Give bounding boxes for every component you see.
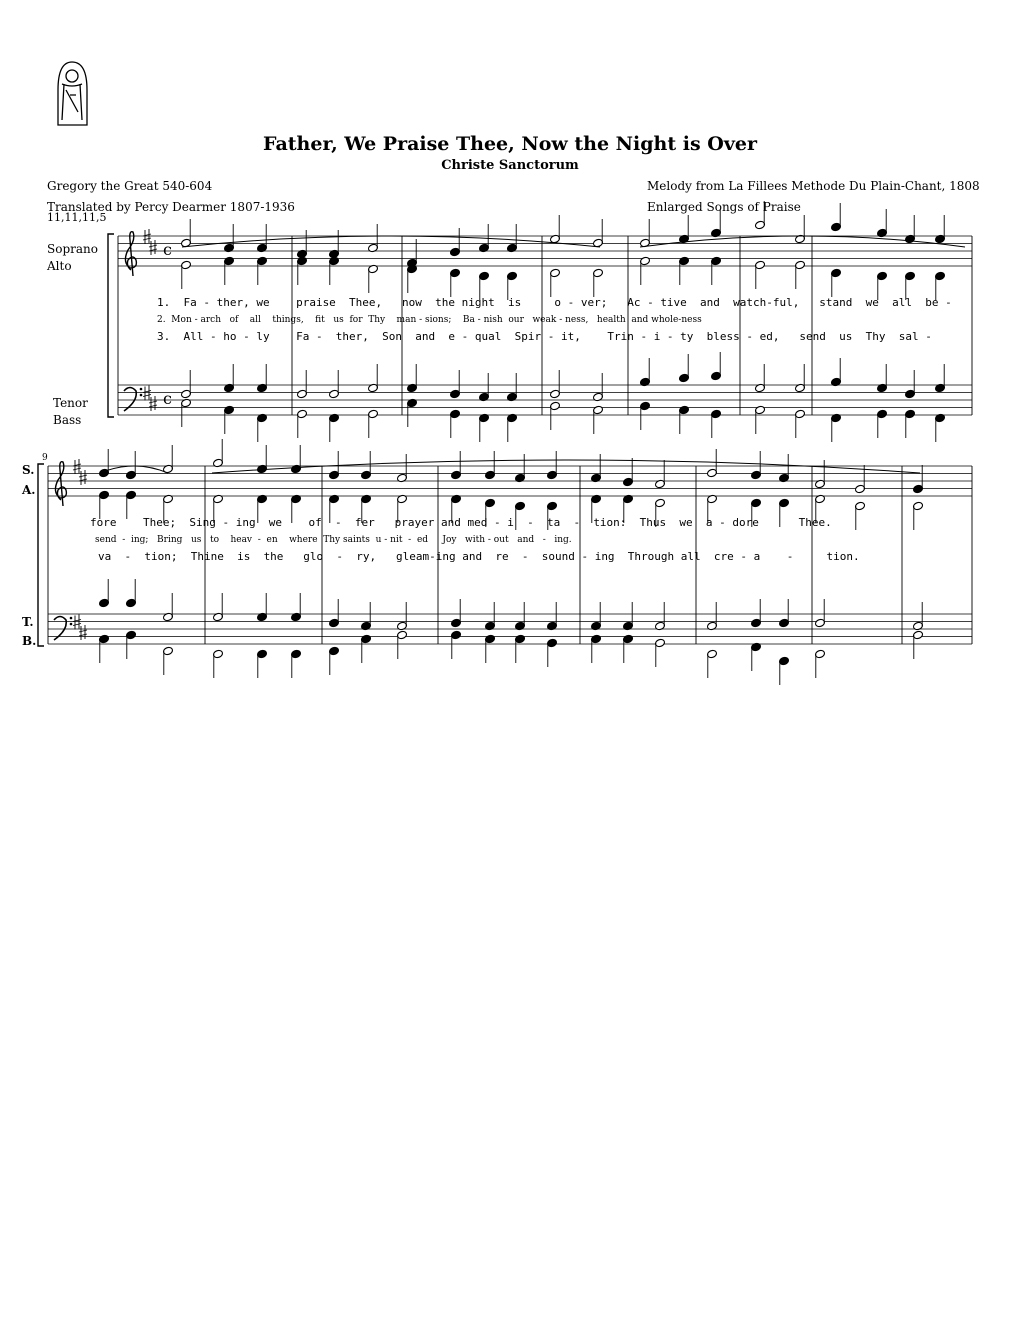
lyrics-verse-1-line-2: fore Thee; Sing - ing we of - fer prayer and med - i - ta - tion: Thus we a - dore Thee. bbox=[90, 516, 832, 529]
melody-source: Melody from La Fillees Methode Du Plain-Chant, 1808 bbox=[647, 179, 980, 193]
label-alto: Alto bbox=[47, 259, 72, 273]
sharp-sign bbox=[73, 615, 81, 630]
collection-name: Enlarged Songs of Praise bbox=[647, 200, 801, 214]
phrase-slur bbox=[212, 460, 920, 473]
common-time-sign: c bbox=[163, 389, 172, 408]
author-credit: Gregory the Great 540-604 bbox=[47, 179, 213, 193]
label-soprano: Soprano bbox=[47, 242, 98, 256]
label-t: T. bbox=[22, 615, 34, 629]
common-time-sign: c bbox=[163, 240, 172, 259]
label-b: B. bbox=[22, 634, 37, 648]
sharp-sign bbox=[143, 229, 151, 244]
page-title: Father, We Praise Thee, Now the Night is Over bbox=[263, 133, 757, 155]
bass-clef-dot bbox=[140, 388, 143, 391]
bass-clef-dot bbox=[70, 623, 73, 626]
system-bracket bbox=[38, 464, 44, 646]
sharp-sign bbox=[73, 459, 81, 474]
lyrics-verse-1-line-1: 1. Fa - ther, we praise Thee, now the night is o - ver; Ac - tive and watch-ful, stand we all be - bbox=[157, 296, 952, 309]
phrase-slur bbox=[182, 236, 600, 247]
sharp-sign bbox=[149, 240, 157, 255]
translator-credit: Translated by Percy Dearmer 1807-1936 bbox=[47, 200, 295, 214]
bass-clef-dot bbox=[70, 617, 73, 620]
sharp-sign bbox=[149, 396, 157, 411]
lyrics-verse-2-line-1: 2. Mon - arch of all things, fit us for Thy man - sions; Ba - nish our weak - ness, health and whole-ness bbox=[157, 315, 702, 325]
bass-clef-dot bbox=[140, 394, 143, 397]
treble-clef-icon bbox=[125, 232, 136, 276]
treble-clef-icon bbox=[55, 462, 66, 506]
label-bass: Bass bbox=[53, 413, 82, 427]
measure-number: 9 bbox=[42, 453, 48, 463]
meter: 11,11,11,5 bbox=[47, 211, 107, 224]
label-s: S. bbox=[22, 463, 35, 477]
label-tenor: Tenor bbox=[53, 396, 88, 410]
tune-name: Christe Sanctorum bbox=[441, 158, 579, 173]
lyrics-verse-3-line-2: va - tion; Thine is the glo - ry, gleam-ing and re - sound - ing Through all cre - a - tion. bbox=[98, 550, 860, 563]
system-bracket bbox=[108, 234, 114, 417]
lyrics-verse-2-line-2: send - ing; Bring us to heav - en where Thy saints u - nit - ed Joy with - out and - ing. bbox=[95, 535, 572, 545]
lyrics-verse-3-line-1: 3. All - ho - ly Fa - ther, Son and e - qual Spir - it, Trin - i - ty bless - ed, send us Thy sal - bbox=[157, 330, 932, 343]
label-a: A. bbox=[22, 483, 36, 497]
sharp-sign bbox=[143, 386, 151, 401]
sharp-sign bbox=[79, 625, 87, 640]
sharp-sign bbox=[79, 470, 87, 485]
